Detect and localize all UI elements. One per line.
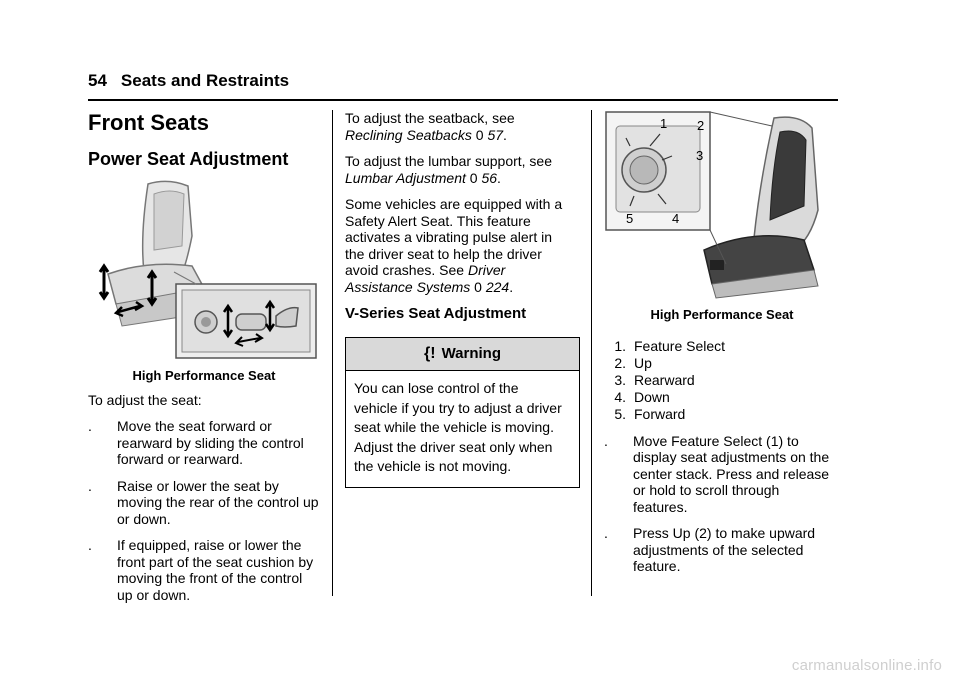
warning-icon: {!	[424, 344, 436, 362]
bullet-line: Move the seat forward or	[117, 418, 272, 434]
page-ref-icon: 0	[474, 278, 482, 295]
bullet-line: forward or rearward.	[117, 451, 244, 467]
control-legend	[604, 338, 840, 423]
bullet-mark: .	[604, 525, 608, 541]
bullet-mark: .	[88, 477, 92, 494]
list-item	[88, 418, 320, 468]
list-item	[88, 537, 320, 603]
list-item	[604, 389, 840, 406]
paragraph-line: Some vehicles are equipped with a	[345, 196, 563, 212]
lumbar-paragraph: To adjust the lumbar support, see Lumbar Adjustment 0 56.	[345, 153, 553, 186]
item-number: 2.	[614, 354, 626, 371]
list-item	[604, 433, 840, 516]
list-item	[604, 525, 840, 575]
column-3	[604, 110, 840, 585]
power-seat-illustration	[88, 176, 320, 362]
bullet-line: Raise or lower the seat by	[117, 477, 279, 494]
callout-label: 4	[672, 211, 680, 226]
callout-label: 1	[660, 116, 668, 131]
page-ref-icon: 0	[469, 169, 478, 186]
warning-header	[346, 338, 579, 371]
page-header	[88, 71, 289, 91]
bullet-line: or down.	[117, 510, 171, 527]
bullet-line: rearward by sliding the control	[117, 434, 304, 451]
warning-line: You can lose control of the	[354, 380, 519, 396]
paragraph-line: Safety Alert Seat. This feature	[345, 212, 531, 229]
warning-line: vehicle if you try to adjust a driver	[354, 399, 562, 416]
bullet-line: or hold to scroll through	[633, 482, 780, 498]
v-series-seat-figure	[604, 110, 840, 302]
list-item	[604, 338, 840, 355]
v-series-seat-illustration	[604, 110, 840, 302]
bullet-mark: .	[88, 537, 92, 553]
list-item	[604, 355, 840, 372]
bullet-line: feature.	[633, 558, 681, 574]
paragraph-line: avoid crashes. See	[345, 262, 465, 278]
page-ref[interactable]: 56	[481, 169, 498, 186]
bullet-line: features.	[633, 498, 688, 515]
driver-assistance-link[interactable]: Driver	[467, 262, 506, 278]
warning-line: seat while the vehicle is moving.	[354, 419, 554, 435]
lumbar-adjustment-link[interactable]: Lumbar Adjustment	[345, 169, 466, 186]
item-number: 1.	[614, 337, 626, 354]
bullet-line: up or down.	[117, 586, 191, 603]
column-2	[345, 110, 580, 488]
item-number: 5.	[614, 405, 626, 422]
warning-line: Adjust the driver seat only when	[354, 438, 553, 455]
list-item	[604, 372, 840, 389]
intro-text: To adjust the seat:	[88, 391, 202, 408]
item-number: 4.	[614, 388, 626, 405]
paragraph-line: activates a vibrating pulse alert in	[345, 229, 552, 245]
bullet-line: Move Feature Select (1) to	[633, 432, 799, 449]
column-divider-1	[332, 110, 333, 596]
page-title: Front Seats	[88, 110, 210, 135]
v-series-heading: V-Series Seat Adjustment	[345, 305, 527, 322]
figure-caption: High Performance Seat	[132, 368, 276, 383]
seatback-paragraph: To adjust the seatback, see Reclining Seatbacks 0 57.	[345, 110, 515, 143]
warning-title: Warning	[441, 344, 501, 362]
bullet-line: center stack. Press and release	[633, 465, 830, 482]
callout-label: 3	[696, 148, 704, 163]
figure-caption: High Performance Seat	[650, 307, 794, 322]
callout-label: 2	[697, 118, 705, 133]
section-title: Seats and Restraints	[120, 71, 290, 90]
bullet-mark: .	[88, 418, 92, 434]
page-ref[interactable]: 224	[485, 278, 510, 295]
item-label: Forward	[634, 405, 686, 422]
list-item	[88, 478, 320, 528]
seat-figure	[88, 176, 320, 362]
bullet-line: adjustments of the selected	[633, 541, 804, 558]
page-ref-icon: 0	[475, 126, 484, 143]
bullet-mark: .	[604, 432, 608, 449]
warning-box	[345, 337, 580, 488]
bullet-line: If equipped, raise or lower the	[117, 537, 302, 553]
item-label: Feature Select	[634, 337, 726, 354]
column-divider-2	[591, 110, 592, 596]
bullet-line: moving the rear of the control up	[117, 494, 319, 510]
warning-text	[346, 371, 579, 487]
page-number: 54	[88, 71, 107, 90]
page-ref[interactable]: 57	[487, 126, 504, 143]
driver-assistance-link[interactable]: Assistance Systems	[345, 278, 471, 295]
item-number: 3.	[614, 371, 626, 388]
paragraph-line: the driver seat to help the driver	[345, 245, 542, 262]
item-label: Down	[634, 388, 670, 405]
item-label: Rearward	[634, 371, 695, 388]
header-rule	[88, 99, 838, 101]
reclining-seatbacks-link[interactable]: Reclining Seatbacks	[345, 126, 472, 143]
list-item	[604, 406, 840, 423]
column-1	[88, 110, 320, 613]
bullet-line: moving the front of the control	[117, 570, 303, 586]
paragraph-text: To adjust the seatback, see	[345, 110, 515, 126]
paragraph-text: To adjust the lumbar support, see	[345, 153, 553, 169]
bullet-line: front part of the seat cushion by	[117, 553, 314, 570]
bullet-line: Press Up (2) to make upward	[633, 525, 816, 541]
item-label: Up	[634, 354, 652, 371]
callout-label: 5	[626, 211, 634, 226]
watermark: carmanualsonline.info	[791, 657, 942, 674]
bullet-line: display seat adjustments on the	[633, 449, 830, 465]
section-heading: Power Seat Adjustment	[88, 149, 289, 169]
safety-alert-paragraph: Some vehicles are equipped with a Safety Alert Seat. This feature activates a vibrating pulse alert in the driver seat to help the driver avoid crashes. See Driver Assistance Systems 0 224.	[345, 196, 563, 295]
warning-line: the vehicle is not moving.	[354, 458, 512, 474]
